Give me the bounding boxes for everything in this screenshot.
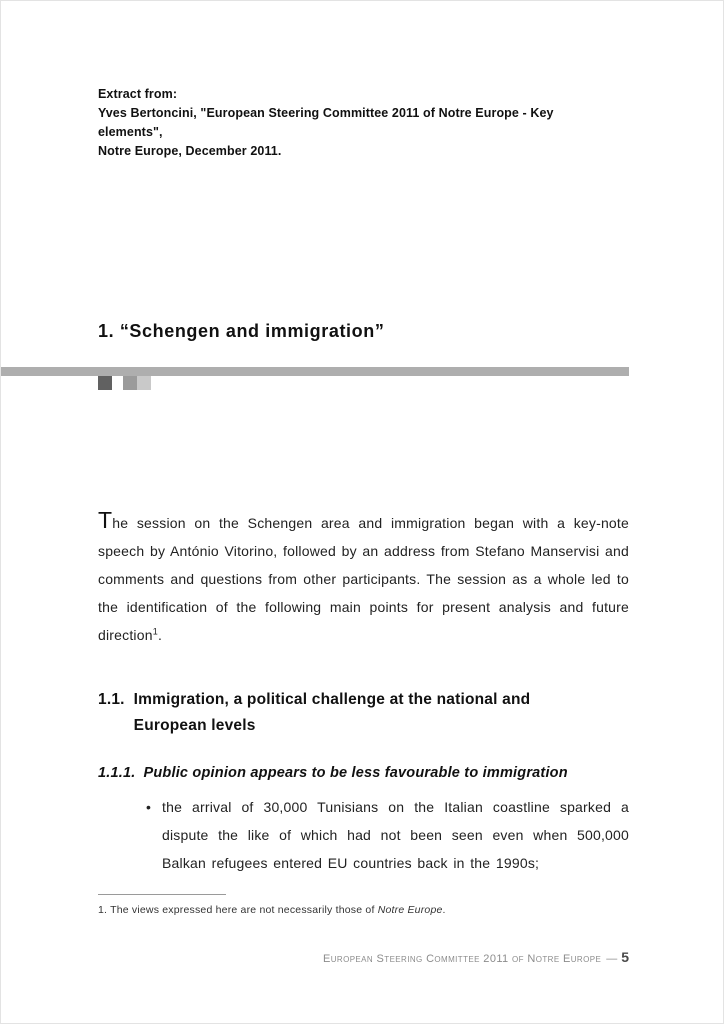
bullet-marker: • <box>146 799 152 815</box>
dropcap-letter: T <box>98 507 113 533</box>
footnote-rule <box>98 894 226 895</box>
extract-label: Extract from: <box>98 87 178 101</box>
heading-1-1 <box>98 687 598 739</box>
heading-1-1-text: Immigration, a political challenge at the national and European levels <box>133 691 531 734</box>
decorative-band <box>1 367 629 376</box>
footer-page-number: 5 <box>621 949 629 965</box>
intro-paragraph-text: he session on the Schengen area and immigration began with a key-note speech by António Vitorino, followed by an address from Stefano Manservisi and comments and questions from other participants. The session as a whole led to the identification of the following main points for present analysis and future direction <box>98 515 629 643</box>
heading-1-1-1 <box>98 761 638 785</box>
footnote <box>98 903 578 918</box>
footnote-text: 1. The views expressed here are not necessarily those of <box>98 904 378 916</box>
intro-paragraph-terminator: . <box>157 627 163 643</box>
section-title: 1. “Schengen and immigration” <box>98 321 385 341</box>
heading-1-1-number: 1.1. <box>98 691 125 708</box>
heading-1-1-1-number: 1.1.1. <box>98 765 136 781</box>
footnote-reference: 1 <box>152 626 158 637</box>
extract-citation <box>98 85 578 161</box>
extract-citation-line2: Notre Europe, December 2011. <box>98 144 282 158</box>
intro-paragraph <box>98 506 629 649</box>
footer-dash: — <box>606 953 618 965</box>
bullet-text: the arrival of 30,000 Tunisians on the Italian coastline sparked a dispute the like of which had not been seen even when 500,000 Balkan refugees entered EU countries back in the 1990s; <box>162 799 629 871</box>
extract-citation-line1: Yves Bertoncini, "European Steering Committee 2011 of Notre Europe - Key elements", <box>98 106 554 139</box>
decorative-square-light <box>137 376 151 390</box>
page-footer <box>98 949 629 967</box>
footnote-terminator: . <box>442 904 446 916</box>
decorative-square-mid <box>123 376 137 390</box>
footnote-italic-text: Notre Europe <box>377 904 443 916</box>
bullet-item <box>146 793 629 877</box>
footer-publication-title: European Steering Committee 2011 of Notre Europe <box>322 953 602 965</box>
decorative-square-dark <box>98 376 112 390</box>
decorative-squares <box>98 376 151 390</box>
heading-1-1-1-text: Public opinion appears to be less favourable to immigration <box>143 765 568 781</box>
